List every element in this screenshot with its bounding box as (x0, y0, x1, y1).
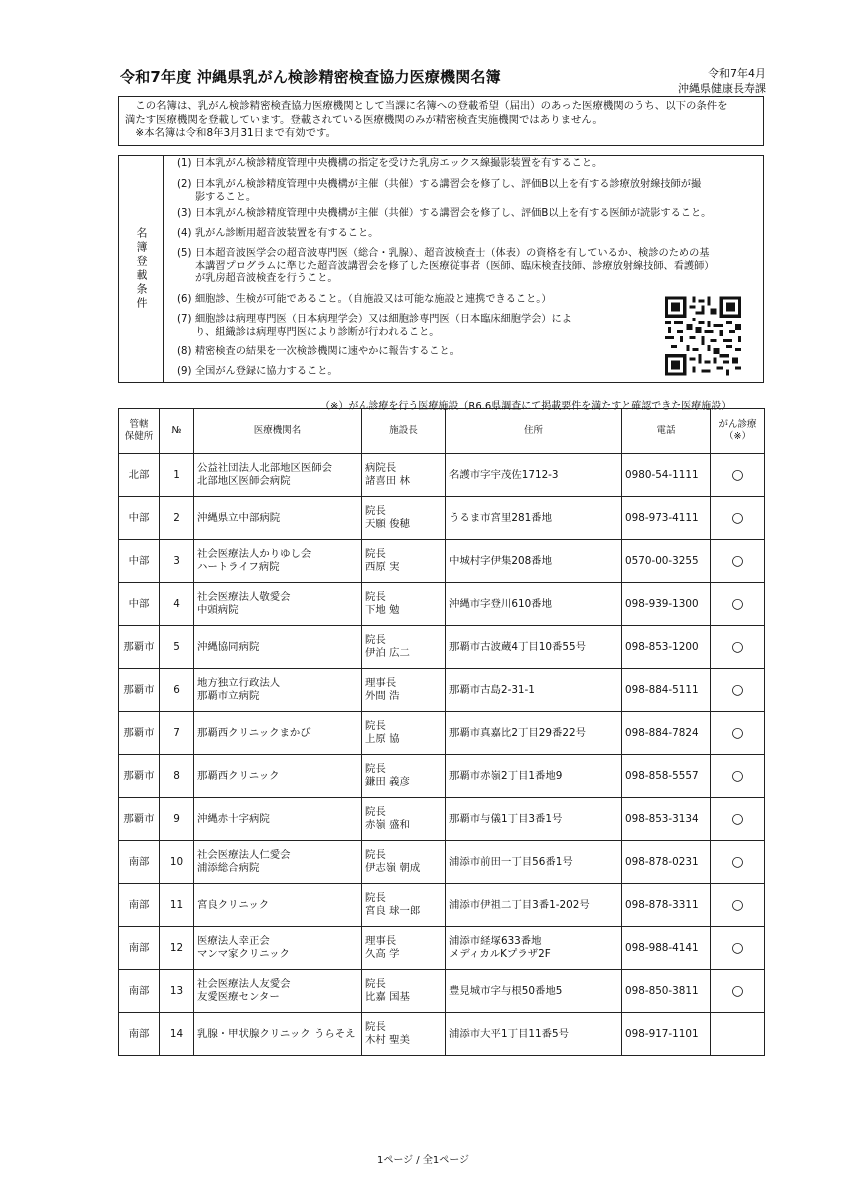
institution-name-cell: 社会医療法人かりゆし会 ハートライフ病院 (194, 540, 362, 583)
cancer-care-cell: ○ (711, 669, 765, 712)
phone-cell: 098-853-1200 (622, 626, 711, 669)
address-cell: 那覇市与儀1丁目3番1号 (446, 798, 622, 841)
condition-item (177, 248, 714, 286)
issue-date: 令和7年4月 (708, 67, 766, 80)
phone-cell: 098-988-4141 (622, 927, 711, 970)
condition-item (177, 179, 701, 204)
cancer-care-cell: ○ (711, 884, 765, 927)
cancer-care-cell: ○ (711, 970, 765, 1013)
condition-number: (1) (177, 158, 192, 169)
number-cell: 8 (160, 755, 194, 798)
director-cell: 理事長 外間 浩 (362, 669, 446, 712)
header-institution: 医療機関名 (194, 409, 362, 454)
table-row (119, 1013, 765, 1056)
director-cell: 院長 赤嶺 盛和 (362, 798, 446, 841)
phone-cell: 098-939-1300 (622, 583, 711, 626)
phone-cell: 098-858-5557 (622, 755, 711, 798)
condition-number: (7) (177, 314, 192, 325)
table-header-row (119, 409, 765, 454)
table-row (119, 669, 765, 712)
number-cell: 5 (160, 626, 194, 669)
condition-number: (8) (177, 346, 192, 357)
jurisdiction-cell: 那覇市 (119, 626, 160, 669)
phone-cell: 098-878-3311 (622, 884, 711, 927)
institution-name-cell: 地方独立行政法人 那覇市立病院 (194, 669, 362, 712)
condition-text: 乳がん診断用超音波装置を有すること。 (195, 228, 379, 239)
director-cell: 院長 天願 俊穂 (362, 497, 446, 540)
jurisdiction-cell: 那覇市 (119, 798, 160, 841)
intro-line: ※本名簿は令和8年3月31日まで有効です。 (125, 127, 336, 139)
phone-cell: 098-853-3134 (622, 798, 711, 841)
address-cell: うるま市宮里281番地 (446, 497, 622, 540)
phone-cell: 0570-00-3255 (622, 540, 711, 583)
address-cell: 那覇市真嘉比2丁目29番22号 (446, 712, 622, 755)
address-cell: 沖縄市字登川610番地 (446, 583, 622, 626)
header-phone: 電話 (622, 409, 711, 454)
institution-name-cell: 公益社団法人北部地区医師会 北部地区医師会病院 (194, 454, 362, 497)
number-cell: 10 (160, 841, 194, 884)
institution-name-cell: 社会医療法人仁愛会 浦添総合病院 (194, 841, 362, 884)
header-address: 住所 (446, 409, 622, 454)
page-title: 令和7年度 沖縄県乳がん検診精密検査協力医療機関名簿 (120, 68, 501, 86)
condition-item (177, 314, 572, 339)
director-cell: 院長 鎌田 義彦 (362, 755, 446, 798)
intro-line: この名簿は、乳がん検診精密検査協力医療機関として当課に名簿への登載希望（届出）のあった医療機関のうち、以下の条件を (125, 100, 728, 112)
address-cell: 浦添市前田一丁目56番1号 (446, 841, 622, 884)
number-cell: 7 (160, 712, 194, 755)
phone-cell: 098-850-3811 (622, 970, 711, 1013)
header-director: 施設長 (362, 409, 446, 454)
jurisdiction-cell: 中部 (119, 583, 160, 626)
institution-table (118, 408, 765, 1056)
intro-line: 満たす医療機関を登載しています。登載されている医療機関のみが精密検査実施機関ではありません。 (125, 113, 603, 126)
conditions-label-cell (119, 156, 164, 382)
jurisdiction-cell: 那覇市 (119, 669, 160, 712)
condition-number: (4) (177, 228, 192, 239)
cancer-care-cell: ○ (711, 841, 765, 884)
address-cell: 那覇市赤嶺2丁目1番地9 (446, 755, 622, 798)
table-row (119, 755, 765, 798)
condition-number: (5) (177, 248, 192, 259)
table-row (119, 540, 765, 583)
header-number: № (160, 409, 194, 454)
condition-number: (6) (177, 294, 192, 305)
director-cell: 院長 下地 勉 (362, 583, 446, 626)
number-cell: 1 (160, 454, 194, 497)
jurisdiction-cell: 那覇市 (119, 712, 160, 755)
table-body (119, 454, 765, 1056)
number-cell: 12 (160, 927, 194, 970)
table-row (119, 927, 765, 970)
table-row (119, 841, 765, 884)
institution-name-cell: 社会医療法人敬愛会 中頭病院 (194, 583, 362, 626)
institution-name-cell: 沖縄県立中部病院 (194, 497, 362, 540)
phone-cell: 098-878-0231 (622, 841, 711, 884)
table-row (119, 712, 765, 755)
number-cell: 11 (160, 884, 194, 927)
address-cell: 那覇市古島2-31-1 (446, 669, 622, 712)
conditions-box (118, 155, 764, 383)
number-cell: 13 (160, 970, 194, 1013)
table-row (119, 970, 765, 1013)
director-cell: 院長 比嘉 国基 (362, 970, 446, 1013)
number-cell: 3 (160, 540, 194, 583)
address-cell: 那覇市古波蔵4丁目10番55号 (446, 626, 622, 669)
director-cell: 院長 西原 実 (362, 540, 446, 583)
condition-number: (2) (177, 179, 192, 190)
director-cell: 院長 伊泊 広二 (362, 626, 446, 669)
condition-text: 全国がん登録に協力すること。 (195, 366, 338, 377)
address-cell: 豊見城市字与根50番地5 (446, 970, 622, 1013)
condition-text: 細胞診、生検が可能であること。（自施設又は可能な施設と連携できること。） (195, 294, 552, 305)
number-cell: 4 (160, 583, 194, 626)
institution-name-cell: 宮良クリニック (194, 884, 362, 927)
table-row (119, 884, 765, 927)
cancer-care-cell: ○ (711, 497, 765, 540)
cancer-care-cell: ○ (711, 712, 765, 755)
table-row (119, 583, 765, 626)
number-cell: 2 (160, 497, 194, 540)
jurisdiction-cell: 南部 (119, 927, 160, 970)
condition-text: 日本乳がん検診精度管理中央機構が主催（共催）する講習会を修了し、評価B以上を有する医師が読影すること。 (195, 208, 712, 219)
condition-item (177, 294, 552, 307)
director-cell: 院長 木村 聖美 (362, 1013, 446, 1056)
institution-name-cell: 沖縄赤十字病院 (194, 798, 362, 841)
cancer-care-cell: ○ (711, 583, 765, 626)
cancer-care-cell: ○ (711, 798, 765, 841)
cancer-care-cell (711, 1013, 765, 1056)
condition-text: 細胞診は病理専門医（日本病理学会）又は細胞診専門医（日本臨床細胞学会）によ り、組織診は病理専門医により診断が行われること。 (195, 314, 572, 338)
phone-cell: 098-973-4111 (622, 497, 711, 540)
address-cell: 浦添市経塚633番地 メディカルKプラザ2F (446, 927, 622, 970)
jurisdiction-cell: 南部 (119, 970, 160, 1013)
table-row (119, 454, 765, 497)
institution-name-cell: 那覇西クリニックまかび (194, 712, 362, 755)
jurisdiction-cell: 中部 (119, 497, 160, 540)
condition-item (177, 228, 378, 241)
director-cell: 理事長 久高 学 (362, 927, 446, 970)
issue-info (678, 66, 766, 96)
director-cell: 院長 上原 協 (362, 712, 446, 755)
qr-code-icon[interactable] (665, 296, 741, 376)
jurisdiction-cell: 南部 (119, 1013, 160, 1056)
cancer-care-cell: ○ (711, 755, 765, 798)
table-note: （※）がん診療を行う医療施設（R6.6県調査にて掲載要件を満たすと確認できた医療施設） (320, 401, 732, 412)
jurisdiction-cell: 南部 (119, 884, 160, 927)
phone-cell: 0980-54-1111 (622, 454, 711, 497)
condition-text: 日本超音波医学会の超音波専門医（総合・乳腺）、超音波検査士（体表）の資格を有しているか、検診のための基 本講習プログラムに準じた超音波講習会を修了した医療従事者（医師、臨床検査技師、診療放射線技師、看護師） が乳房超音波検査を行うこと。 (195, 248, 715, 284)
institution-name-cell: 沖縄協同病院 (194, 626, 362, 669)
cancer-care-cell: ○ (711, 540, 765, 583)
cancer-care-cell: ○ (711, 626, 765, 669)
number-cell: 9 (160, 798, 194, 841)
jurisdiction-cell: 那覇市 (119, 755, 160, 798)
conditions-label: 名簿登載条件 (135, 227, 148, 311)
address-cell: 浦添市大平1丁目11番5号 (446, 1013, 622, 1056)
address-cell: 浦添市伊祖二丁目3番1-202号 (446, 884, 622, 927)
phone-cell: 098-884-5111 (622, 669, 711, 712)
issuing-department: 沖縄県健康長寿課 (678, 82, 766, 95)
director-cell: 病院長 諸喜田 林 (362, 454, 446, 497)
intro-box (118, 96, 764, 146)
address-cell: 名護市字宇茂佐1712-3 (446, 454, 622, 497)
phone-cell: 098-917-1101 (622, 1013, 711, 1056)
table-row (119, 497, 765, 540)
cancer-care-cell: ○ (711, 454, 765, 497)
condition-item (177, 158, 602, 171)
institution-name-cell: 那覇西クリニック (194, 755, 362, 798)
number-cell: 14 (160, 1013, 194, 1056)
director-cell: 院長 伊志嶺 朝成 (362, 841, 446, 884)
director-cell: 院長 宮良 球一郎 (362, 884, 446, 927)
table-row (119, 626, 765, 669)
cancer-care-cell: ○ (711, 927, 765, 970)
jurisdiction-cell: 南部 (119, 841, 160, 884)
condition-text: 精密検査の結果を一次検診機関に速やかに報告すること。 (195, 346, 460, 357)
page-footer: 1ページ / 全1ページ (376, 1155, 470, 1166)
phone-cell: 098-884-7824 (622, 712, 711, 755)
table-row (119, 798, 765, 841)
condition-text: 日本乳がん検診精度管理中央機構の指定を受けた乳房エックス線撮影装置を有すること。 (195, 158, 603, 169)
condition-item (177, 366, 338, 379)
condition-number: (9) (177, 366, 192, 377)
jurisdiction-cell: 中部 (119, 540, 160, 583)
header-cancer-care: がん診療 （※） (711, 409, 765, 454)
header-jurisdiction: 管轄 保健所 (119, 409, 160, 454)
condition-number: (3) (177, 208, 192, 219)
address-cell: 中城村字伊集208番地 (446, 540, 622, 583)
institution-name-cell: 乳腺・甲状腺クリニック うらそえ (194, 1013, 362, 1056)
condition-item (177, 346, 460, 359)
institution-name-cell: 医療法人幸正会 マンマ家クリニック (194, 927, 362, 970)
condition-text: 日本乳がん検診精度管理中央機構が主催（共催）する講習会を修了し、評価B以上を有する診療放射線技師が撮 影すること。 (195, 179, 702, 203)
institution-name-cell: 社会医療法人友愛会 友愛医療センター (194, 970, 362, 1013)
jurisdiction-cell: 北部 (119, 454, 160, 497)
number-cell: 6 (160, 669, 194, 712)
condition-item (177, 208, 711, 221)
